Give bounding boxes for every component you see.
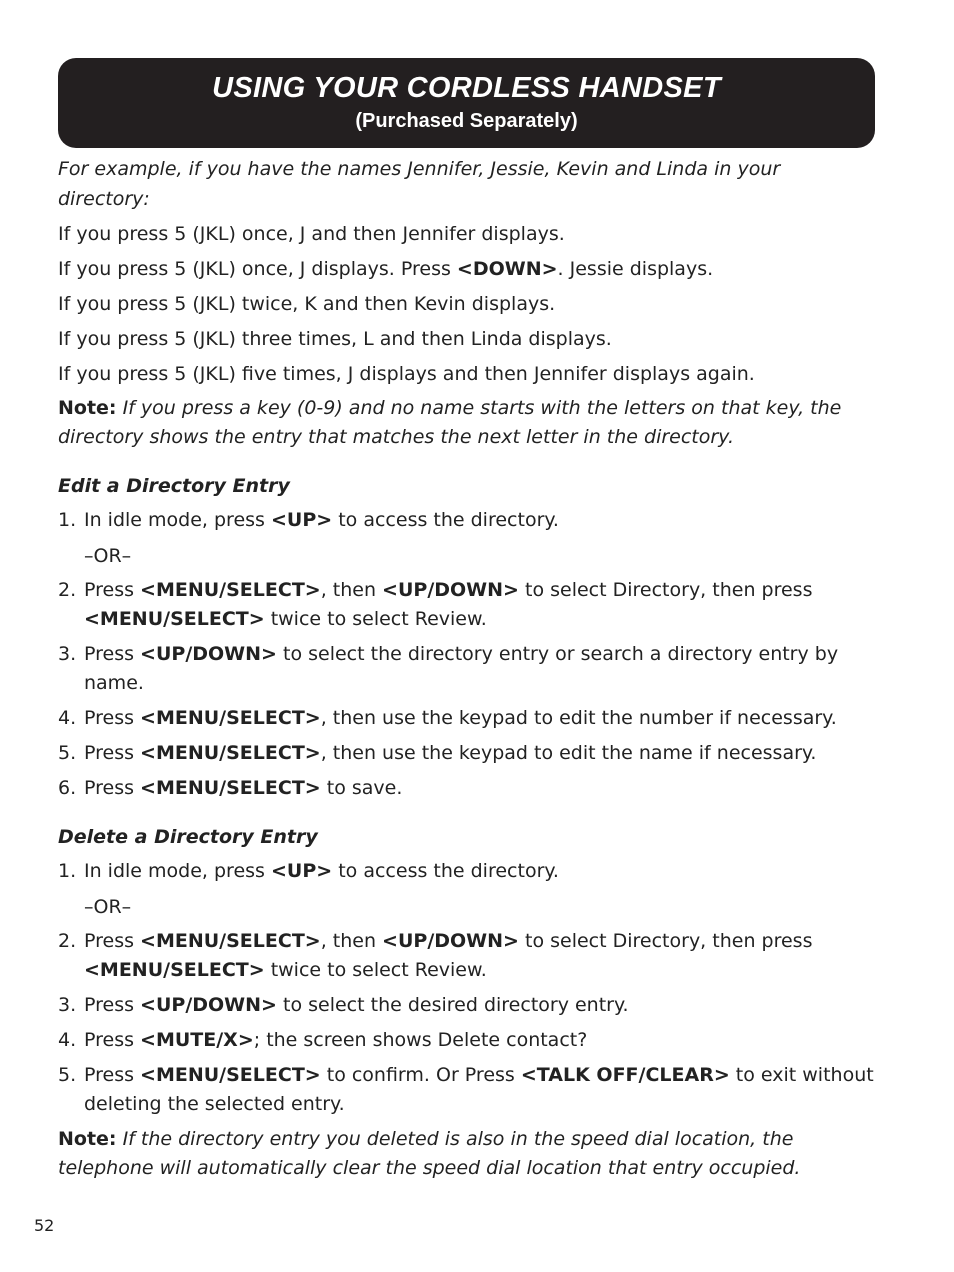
- step-text: [84, 1061, 878, 1119]
- step-item: [58, 739, 878, 768]
- step-text-part: In idle mode, press: [84, 860, 271, 882]
- step-item: [58, 1026, 878, 1055]
- step-text-part: Press: [84, 579, 141, 601]
- example-line-2-end: . Jessie displays.: [557, 258, 714, 280]
- step-number: 5.: [58, 742, 77, 764]
- step-text-part: In idle mode, press: [84, 509, 271, 531]
- section-banner: [58, 58, 875, 148]
- step-text-part: to save.: [320, 777, 403, 799]
- key-name: <MENU/SELECT>: [140, 579, 321, 601]
- example-line-3: If you press 5 (JKL) twice, K and then Kevin displays.: [58, 293, 556, 315]
- example-line-2-start: If you press 5 (JKL) once, J displays. Press: [58, 258, 457, 280]
- note-speed-dial: [58, 1125, 878, 1183]
- key-name: <UP>: [270, 860, 333, 882]
- step-text: [84, 704, 878, 733]
- step-text: [84, 991, 878, 1020]
- key-name: <UP/DOWN>: [140, 643, 277, 665]
- edit-steps-list: [58, 506, 878, 803]
- step-text-part: Press: [84, 707, 141, 729]
- down-key: <DOWN>: [456, 258, 558, 280]
- step-item: [58, 1061, 878, 1119]
- key-name: <MENU/SELECT>: [84, 959, 265, 981]
- step-text: [84, 774, 878, 803]
- step-text: [84, 576, 878, 634]
- page-number: 52: [34, 1216, 55, 1235]
- note-label: Note:: [58, 397, 117, 419]
- key-name: <MENU/SELECT>: [140, 742, 321, 764]
- step-item: [58, 774, 878, 803]
- step-item: [58, 704, 878, 733]
- step-text-part: , then: [320, 930, 383, 952]
- example-line-1: If you press 5 (JKL) once, J and then Jennifer displays.: [58, 223, 565, 245]
- key-name: <TALK OFF/CLEAR>: [520, 1064, 730, 1086]
- key-name: <UP/DOWN>: [140, 994, 277, 1016]
- example-intro: For example, if you have the names Jennifer, Jessie, Kevin and Linda in your directory:: [58, 158, 781, 210]
- or-separator: –OR–: [84, 896, 132, 918]
- step-number: 4.: [58, 1029, 77, 1051]
- step-text-part: ; the screen shows Delete contact?: [253, 1029, 588, 1051]
- step-text-part: Press: [84, 1064, 141, 1086]
- step-number: 5.: [58, 1064, 77, 1086]
- step-text-part: to access the directory.: [332, 509, 559, 531]
- step-text-part: , then: [320, 579, 383, 601]
- delete-entry-heading: Delete a Directory Entry: [58, 826, 318, 848]
- key-name: <MENU/SELECT>: [140, 777, 321, 799]
- key-name: <MENU/SELECT>: [84, 608, 265, 630]
- key-name: <MUTE/X>: [140, 1029, 254, 1051]
- step-number: 3.: [58, 994, 77, 1016]
- step-text: [84, 927, 878, 985]
- key-name: <MENU/SELECT>: [140, 707, 321, 729]
- example-line-2: [58, 254, 878, 284]
- note-text: If the directory entry you deleted is also in the speed dial location, the telephone will automatically clear the speed dial location that entry occupied.: [58, 1128, 801, 1179]
- note-directory-keys: [58, 394, 878, 452]
- step-item: [58, 991, 878, 1020]
- step-text-part: to select Directory, then press: [518, 930, 813, 952]
- step-number: 2.: [58, 579, 77, 601]
- page-title: USING YOUR CORDLESS HANDSET: [212, 72, 721, 104]
- step-item: [58, 640, 878, 698]
- key-name: <MENU/SELECT>: [140, 930, 321, 952]
- step-text-part: Press: [84, 643, 141, 665]
- step-number: 1.: [58, 509, 77, 531]
- step-item: [58, 927, 878, 985]
- step-text: [84, 506, 878, 535]
- note-text: If you press a key (0-9) and no name starts with the letters on that key, the directory shows the entry that matches the next letter in the directory.: [58, 397, 842, 448]
- step-item: [58, 576, 878, 634]
- example-line-5: If you press 5 (JKL) five times, J displays and then Jennifer displays again.: [58, 363, 755, 385]
- or-separator: –OR–: [84, 545, 132, 567]
- step-text-part: Press: [84, 930, 141, 952]
- step-text: [84, 857, 878, 886]
- step-text-part: twice to select Review.: [264, 959, 487, 981]
- step-text-part: Press: [84, 777, 141, 799]
- delete-steps-list: [58, 857, 878, 1119]
- key-name: <UP/DOWN>: [382, 579, 519, 601]
- step-text-part: , then use the keypad to edit the number if necessary.: [320, 707, 837, 729]
- step-number: 2.: [58, 930, 77, 952]
- edit-entry-heading: Edit a Directory Entry: [58, 475, 290, 497]
- step-text-part: to select Directory, then press: [518, 579, 813, 601]
- page-subtitle: (Purchased Separately): [355, 110, 578, 132]
- step-number: 3.: [58, 643, 77, 665]
- note-label: Note:: [58, 1128, 117, 1150]
- example-line-4: If you press 5 (JKL) three times, L and then Linda displays.: [58, 328, 612, 350]
- step-text-part: twice to select Review.: [264, 608, 487, 630]
- step-item: [58, 857, 878, 886]
- step-text-part: to select the desired directory entry.: [276, 994, 629, 1016]
- step-text-part: Press: [84, 742, 141, 764]
- step-text: [84, 640, 878, 698]
- step-item: [58, 506, 878, 535]
- step-number: 1.: [58, 860, 77, 882]
- step-text-part: to select the directory entry or search a directory entry by name.: [84, 643, 839, 694]
- step-text-part: to exit without deleting the selected entry.: [84, 1064, 874, 1115]
- step-text-part: , then use the keypad to edit the name if necessary.: [320, 742, 817, 764]
- step-number: 6.: [58, 777, 77, 799]
- step-number: 4.: [58, 707, 77, 729]
- step-text-part: Press: [84, 1029, 141, 1051]
- step-text-part: to confirm. Or Press: [320, 1064, 521, 1086]
- step-text-part: to access the directory.: [332, 860, 559, 882]
- key-name: <MENU/SELECT>: [140, 1064, 321, 1086]
- key-name: <UP/DOWN>: [382, 930, 519, 952]
- key-name: <UP>: [270, 509, 333, 531]
- step-text: [84, 739, 878, 768]
- step-text-part: Press: [84, 994, 141, 1016]
- main-content: [58, 154, 878, 1188]
- step-text: [84, 1026, 878, 1055]
